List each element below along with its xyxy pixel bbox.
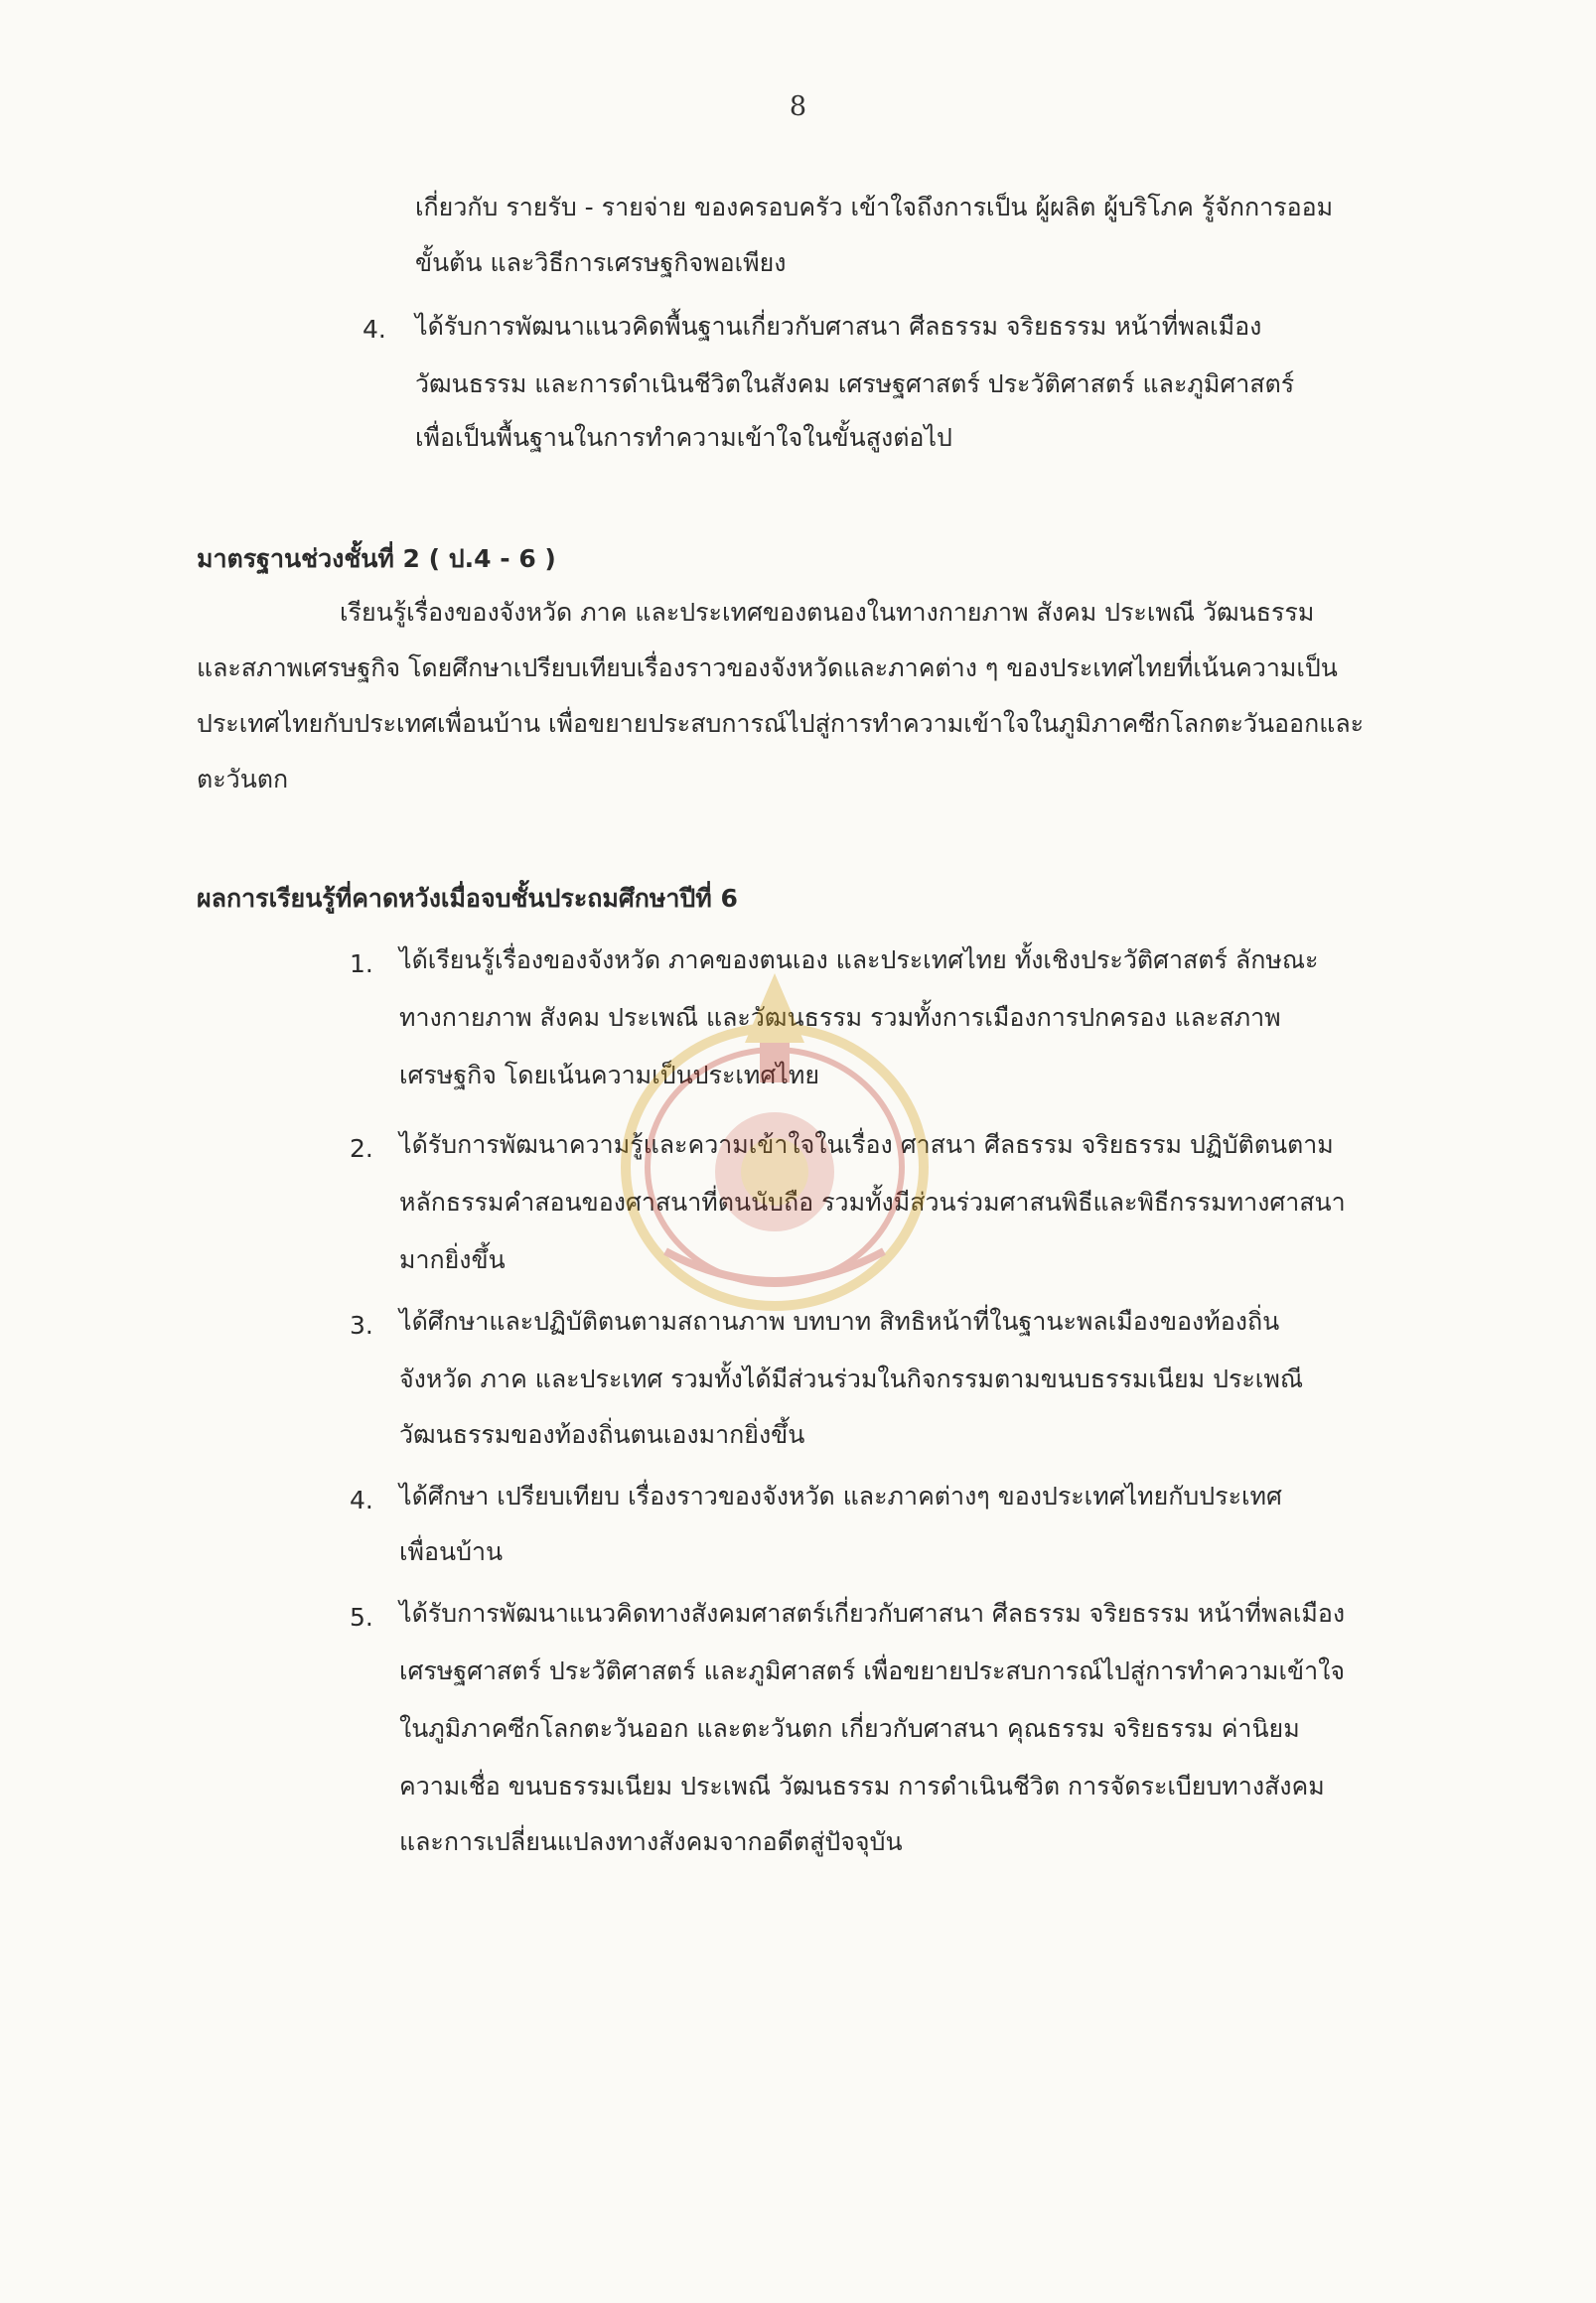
standard-paragraph-line: เรียนรู้เรื่องของจังหวัด ภาค และประเทศของตนองในทางกายภาพ สังคม ประเพณี วัฒนธรรม <box>340 598 1315 627</box>
outcome-item-number: 1. <box>350 949 373 978</box>
outcome-item-line: เศรษฐกิจ โดยเน้นความเป็นประเทศไทย <box>399 1061 819 1089</box>
outcome-item-number: 5. <box>350 1603 373 1632</box>
standard-paragraph-line: และสภาพเศรษฐกิจ โดยศึกษาเปรียบเทียบเรื่องราวของจังหวัดและภาคต่าง ๆ ของประเทศไทยที่เน้นความเป็น <box>197 653 1338 682</box>
outcome-item-line: ทางกายภาพ สังคม ประเพณี และวัฒนธรรม รวมทั้งการเมืองการปกครอง และสภาพ <box>399 1003 1281 1032</box>
outcome-item-line: ได้รับการพัฒนาความรู้และความเข้าใจในเรื่อง ศาสนา ศีลธรรม จริยธรรม ปฏิบัติตนตาม <box>399 1130 1334 1159</box>
outcome-item-line: หลักธรรมคำสอนของศาสนาที่ตนนับถือ รวมทั้งมีส่วนร่วมศาสนพิธีและพิธีกรรมทางศาสนา <box>399 1188 1346 1217</box>
outcome-item-line: เศรษฐศาสตร์ ประวัติศาสตร์ และภูมิศาสตร์ เพื่อขยายประสบการณ์ไปสู่การทำความเข้าใจ <box>399 1656 1346 1685</box>
intro-continuation-line: เกี่ยวกับ รายรับ - รายจ่าย ของครอบครัว เข้าใจถึงการเป็น ผู้ผลิต ผู้บริโภค รู้จักการออม <box>415 193 1334 221</box>
standard-paragraph-line: ประเทศไทยกับประเทศเพื่อนบ้าน เพื่อขยายประสบการณ์ไปสู่การทำความเข้าใจในภูมิภาคซีกโลกตะวันออกและ <box>197 709 1365 738</box>
outcome-item-line: ได้รับการพัฒนาแนวคิดทางสังคมศาสตร์เกี่ยวกับศาสนา ศีลธรรม จริยธรรม หน้าที่พลเมือง <box>399 1599 1346 1628</box>
outcome-item-line: ได้ศึกษาและปฏิบัติตนตามสถานภาพ บทบาท สิทธิหน้าที่ในฐานะพลเมืองของท้องถิ่น <box>399 1307 1280 1336</box>
section-heading-outcomes: ผลการเรียนรู้ที่คาดหวังเมื่อจบชั้นประถมศึกษาปีที่ 6 <box>197 884 738 913</box>
outcome-item-line: วัฒนธรรมของท้องถิ่นตนเองมากยิ่งขึ้น <box>399 1420 805 1449</box>
outcome-item-line: ในภูมิภาคซีกโลกตะวันออก และตะวันตก เกี่ยวกับศาสนา คุณธรรม จริยธรรม ค่านิยม <box>399 1714 1300 1743</box>
outcome-item-line: เพื่อนบ้าน <box>399 1537 504 1566</box>
outcome-item-line: ได้ศึกษา เปรียบเทียบ เรื่องราวของจังหวัด และภาคต่างๆ ของประเทศไทยกับประเทศ <box>399 1482 1282 1511</box>
outcome-item-number: 2. <box>350 1134 373 1163</box>
standard-paragraph-line: ตะวันตก <box>197 765 289 793</box>
outcome-item-line: ความเชื่อ ขนบธรรมเนียม ประเพณี วัฒนธรรม การดำเนินชีวิต การจัดระเบียบทางสังคม <box>399 1772 1325 1800</box>
intro-continuation-line: ขั้นต้น และวิธีการเศรษฐกิจพอเพียง <box>415 248 787 277</box>
intro-item-line: เพื่อเป็นพื้นฐานในการทำความเข้าใจในขั้นสูงต่อไป <box>415 423 952 452</box>
outcome-item-line: และการเปลี่ยนแปลงทางสังคมจากอดีตสู่ปัจจุบัน <box>399 1827 903 1856</box>
outcome-item-line: ได้เรียนรู้เรื่องของจังหวัด ภาคของตนเอง และประเทศไทย ทั้งเชิงประวัติศาสตร์ ลักษณะ <box>399 945 1319 974</box>
intro-item-line: ได้รับการพัฒนาแนวคิดพื้นฐานเกี่ยวกับศาสนา ศีลธรรม จริยธรรม หน้าที่พลเมือง <box>415 312 1262 341</box>
outcome-item-line: จังหวัด ภาค และประเทศ รวมทั้งได้มีส่วนร่วมในกิจกรรมตามขนบธรรมเนียม ประเพณี <box>399 1365 1304 1393</box>
outcome-item-line: มากยิ่งขึ้น <box>399 1245 506 1274</box>
intro-item-number: 4. <box>363 315 386 344</box>
outcome-item-number: 3. <box>350 1311 373 1340</box>
intro-item-line: วัฒนธรรม และการดำเนินชีวิตในสังคม เศรษฐศาสตร์ ประวัติศาสตร์ และภูมิศาสตร์ <box>415 369 1295 398</box>
section-heading-standard: มาตรฐานช่วงชั้นที่ 2 ( ป.4 - 6 ) <box>197 544 556 573</box>
outcome-item-number: 4. <box>350 1486 373 1514</box>
page-number: 8 <box>789 91 807 122</box>
